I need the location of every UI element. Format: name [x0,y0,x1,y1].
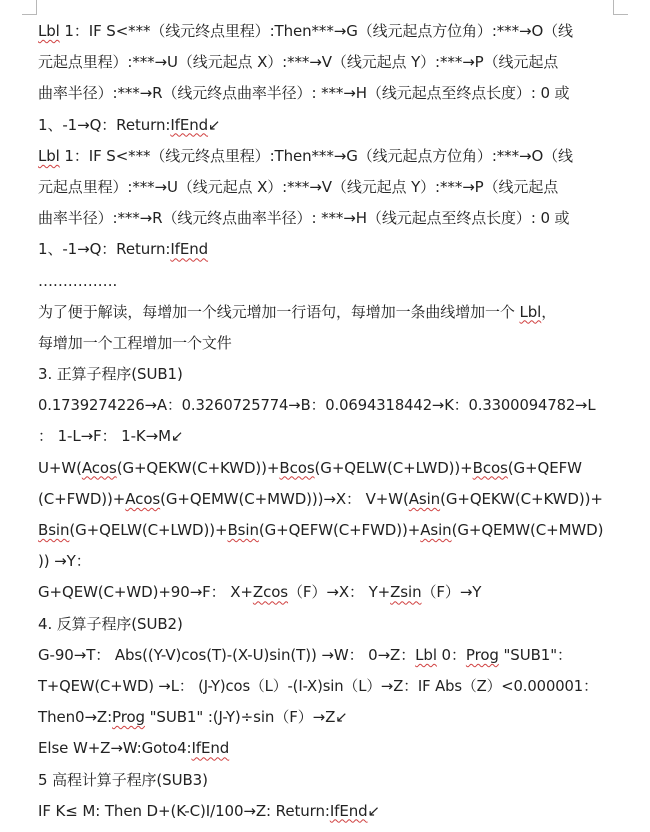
page-corner-mark-right [613,0,628,15]
text-line [38,110,604,141]
spellcheck-flagged-word: Prog [112,708,145,727]
text-line [38,733,604,764]
text-run: 曲率半径）:***→R（线元终点曲率半径）: ***→H（线元起点至终点长度）: 0 或 [38,84,570,103]
text-run: （F）→Y [421,583,482,602]
text-run: 3. 正算子程序(SUB1) [38,365,183,384]
spellcheck-flagged-word: IfEnd [191,739,230,758]
text-run: G-90→T： Abs((Y-V)cos(T)-(X-U)sin(T)) →W： 0→Z： [38,645,416,664]
text-run: 元起点里程）:***→U（线元起点 X）:***→V（线元起点 Y）:***→P（线元起点 [38,177,559,196]
text-line [38,234,604,265]
text-run: 元起点里程）:***→U（线元起点 X）:***→V（线元起点 Y）:***→P（线元起点 [38,53,559,72]
text-run: T+QEW(C+WD) →L： (J-Y)cos（L）-(I-X)sin（L）→Z：IF Abs（Z）<0.000001： [38,677,598,695]
text-line [38,453,604,484]
text-line [38,515,604,546]
text-run: (G+QEMW(C+MWD)))→X： V+W( [160,489,409,508]
spellcheck-flagged-word: IfEnd [170,115,209,134]
text-line [38,671,604,702]
text-line [38,484,604,515]
spellcheck-flagged-word: Lbl [415,645,437,664]
text-run: U+W( [38,458,82,477]
text-line [38,297,604,328]
text-run: 4. 反算子程序(SUB2) [38,614,183,633]
spellcheck-flagged-word: Bsin [38,521,70,539]
text-run: ……………. [38,271,118,290]
text-run: 1、-1→Q：Return: [38,240,171,259]
text-run: ： 1-L→F： 1-K→M↙ [38,427,184,446]
text-run: 曲率半径）:***→R（线元终点曲率半径）: ***→H（线元起点至终点长度）: 0 或 [38,209,570,228]
text-run: (G+QEMW(C+MWD) [451,521,604,539]
text-run: ， [541,302,557,321]
text-line [38,421,604,452]
text-line [38,16,604,47]
text-line [38,47,604,78]
text-line [38,640,604,671]
text-run: Else W+Z→W:Goto4: [38,739,192,758]
spellcheck-flagged-word: Bcos [279,458,315,477]
spellcheck-flagged-word: Asin [408,489,441,508]
text-line [38,577,604,608]
text-line [38,390,604,421]
text-run: (C+FWD))+ [38,489,126,508]
text-run: Then0→Z: [38,708,113,727]
text-run: (G+QEFW(C+FWD))+ [258,521,421,539]
text-line [38,765,604,796]
spellcheck-flagged-word: Asin [420,521,452,539]
text-line [38,359,604,390]
document-page[interactable] [38,16,604,827]
spellcheck-flagged-word: Lbl [38,22,60,40]
text-line [38,78,604,109]
text-line [38,141,604,172]
text-run: ↙ [367,801,380,820]
spellcheck-flagged-word: Acos [81,458,117,477]
text-run: )) →Y： [38,552,91,571]
text-run: 为了便于解读，每增加一个线元增加一行语句，每增加一条曲线增加一个 [38,302,520,321]
text-run: (G+QELW(C+LWD))+ [69,521,228,539]
text-line [38,328,604,359]
spellcheck-flagged-word: Prog [465,645,499,664]
spellcheck-flagged-word: Lbl [519,302,542,321]
text-line [38,546,604,577]
text-run: IF K≤ M: Then D+(K-C)I/100→Z: Return: [38,801,330,820]
spellcheck-flagged-word: Zcos [252,583,289,602]
text-run: "SUB1" :(J-Y)÷sin（F）→Z↙ [144,708,348,727]
spellcheck-flagged-word: Bcos [472,458,508,477]
text-run: 1、-1→Q：Return: [38,115,171,134]
spellcheck-flagged-word: IfEnd [329,801,368,820]
text-run: 0： [436,645,466,664]
text-run: (G+QEKW(C+KWD))+ [116,458,280,477]
text-run: 1：IF S<***（线元终点里程）:Then***→G（线元起点方位角）:***→O（线 [59,146,573,165]
text-run: (G+QELW(C+LWD))+ [314,458,473,477]
text-run: "SUB1"： [498,645,572,664]
text-run: (G+QEFW [507,458,582,477]
text-line [38,172,604,203]
spellcheck-flagged-word: Bsin [227,521,259,539]
text-line [38,266,604,297]
text-run: G+QEW(C+WD)+90→F： X+ [38,583,253,602]
spellcheck-flagged-word: Lbl [38,146,60,165]
text-run: 每增加一个工程增加一个文件 [38,333,232,352]
text-run: 0.1739274226→A：0.3260725774→B：0.0694318442→K：0.3300094782→L [38,397,596,415]
text-line [38,796,604,827]
text-line [38,702,604,733]
text-line [38,609,604,640]
text-run: 5 高程计算子程序(SUB3) [38,770,208,789]
text-run: ↙ [208,115,221,134]
text-run: （F）→X： Y+ [288,583,391,602]
page-corner-mark-left [22,0,37,15]
text-line [38,203,604,234]
text-run: 1：IF S<***（线元终点里程）:Then***→G（线元起点方位角）:***→O（线 [59,22,573,40]
spellcheck-flagged-word: Zsin [390,583,422,602]
spellcheck-flagged-word: IfEnd [170,240,209,259]
spellcheck-flagged-word: Acos [125,489,161,508]
text-run: (G+QEKW(C+KWD))+ [440,489,603,508]
